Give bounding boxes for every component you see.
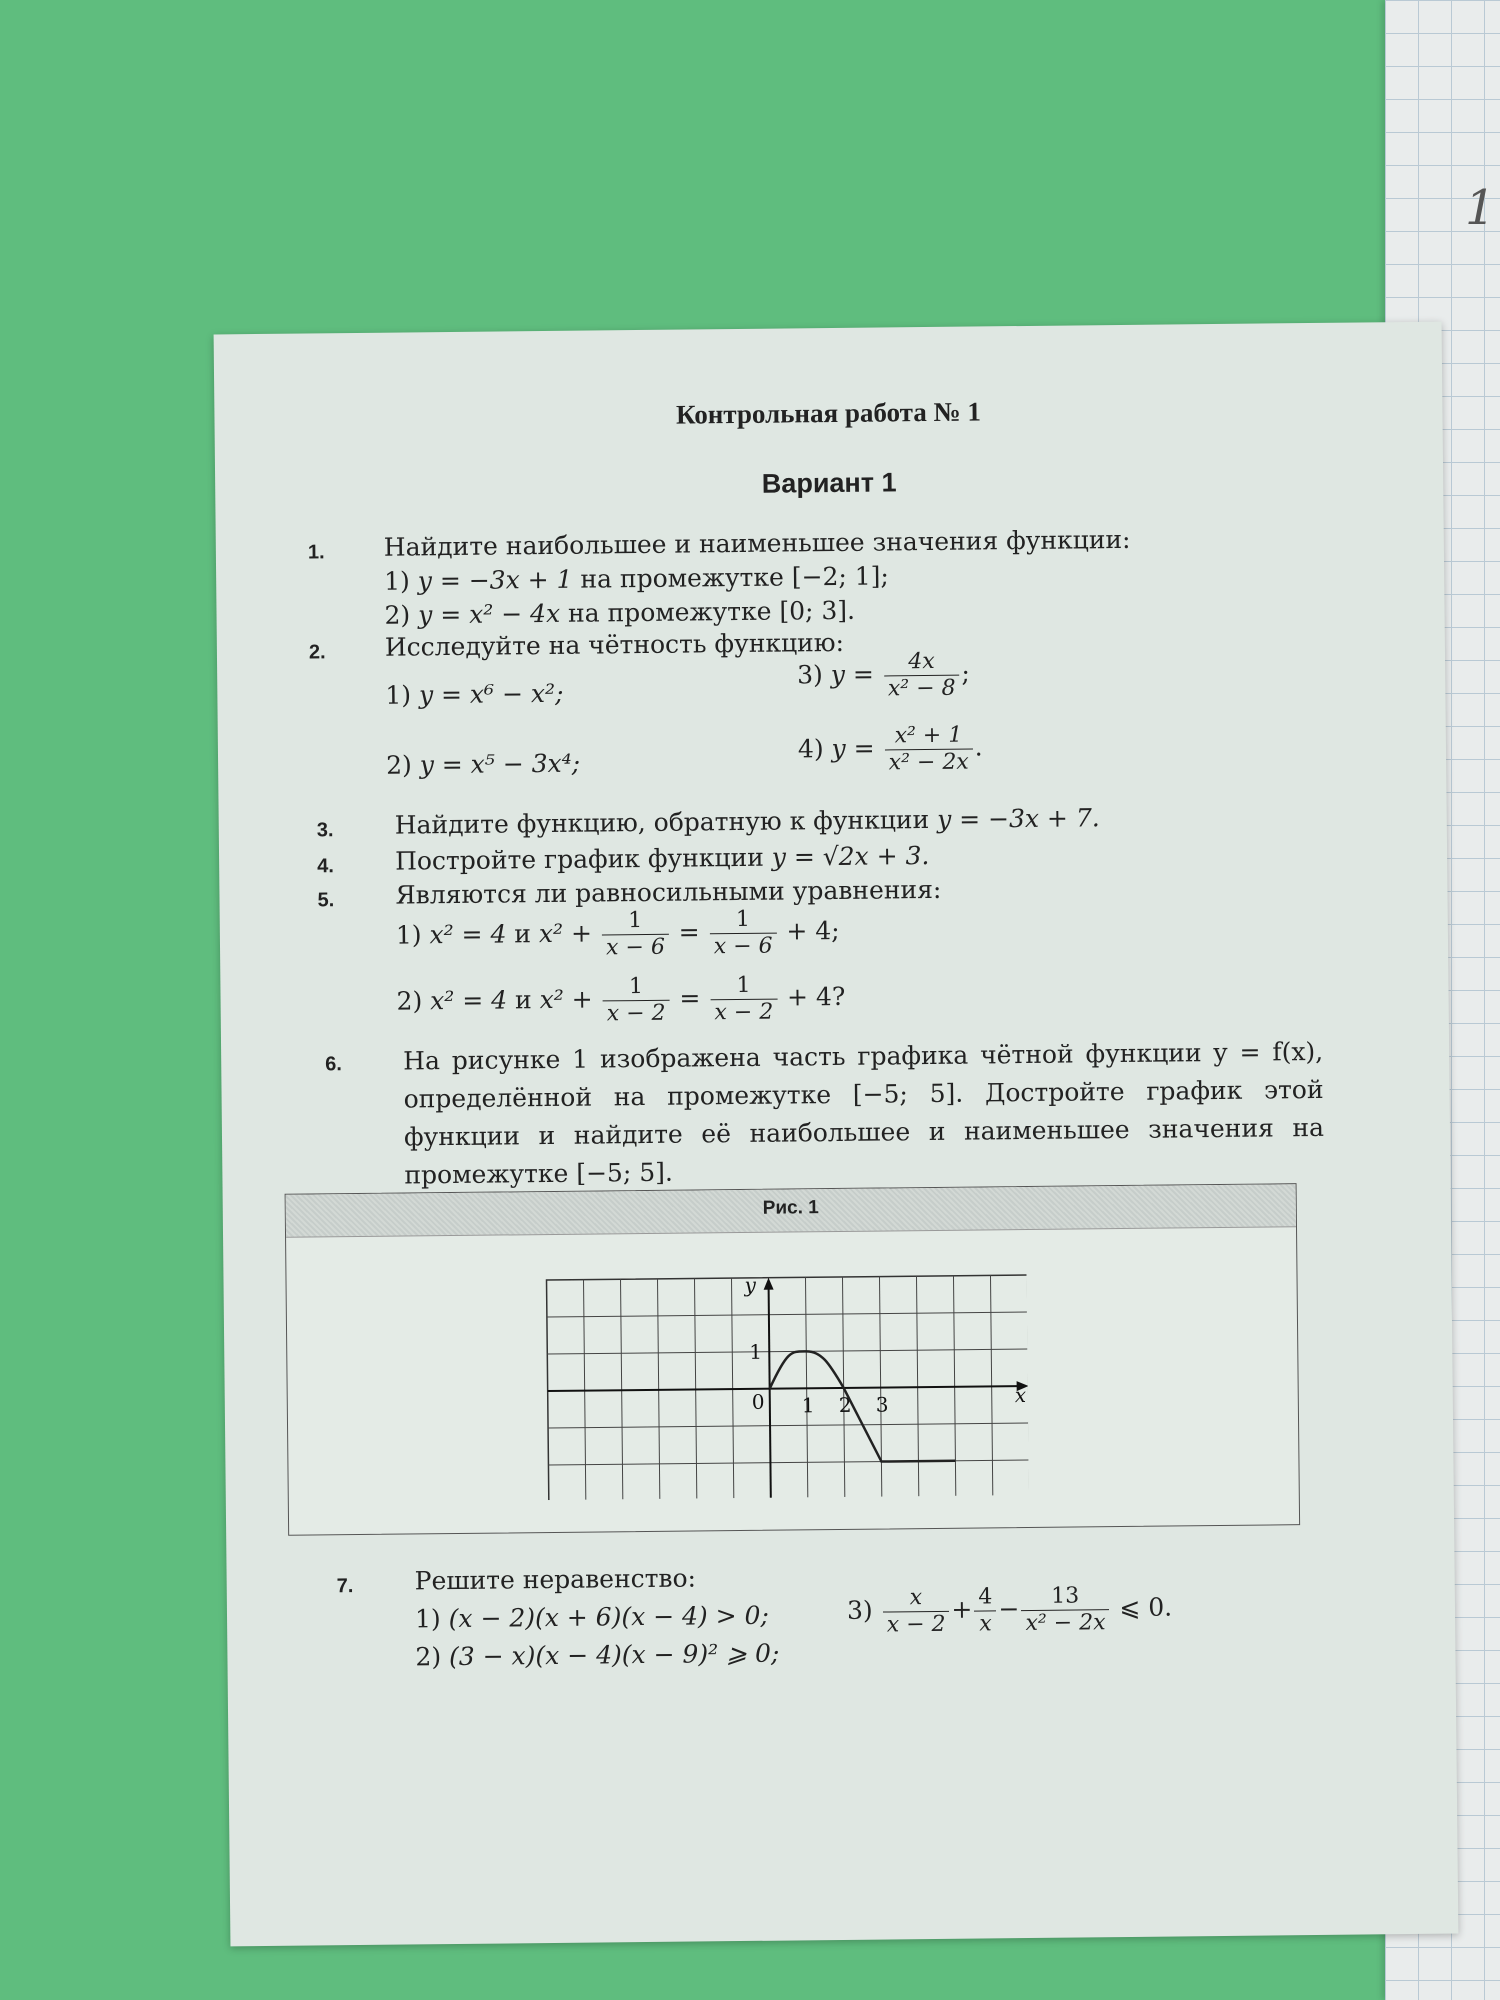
x-tick-label: 3 [875,1392,889,1417]
item-expression: y = x⁶ − x²; [418,678,564,710]
item-end: ; [961,658,971,688]
denominator: x − 6 [713,933,773,960]
fraction [884,723,973,777]
equals: = [679,983,701,1013]
equation-b: x² + [539,984,593,1015]
item-label: 1) [414,1604,441,1634]
item-lhs: y = [830,659,874,690]
item-end: + 4? [786,981,846,1012]
pencil-mark: 1 [1465,180,1496,236]
task-7-item-3 [847,1583,1173,1639]
fraction [602,974,669,1028]
item-end: + 4; [786,915,840,946]
grid-line [548,1460,1028,1465]
doc-title: Контрольная работа № 1 [675,396,982,430]
task-4-number: 4. [317,855,334,878]
task-2-text: Исследуйте на чётность функцию: [384,627,845,662]
numerator: 1 [602,908,669,936]
fraction [602,908,669,962]
function-graph [536,1265,1028,1500]
task-3-number: 3. [316,819,334,842]
item-range: на промежутке [−2; 1]; [580,561,889,594]
grid-line [548,1423,1029,1428]
fraction [1021,1583,1110,1637]
fraction [882,1585,949,1639]
task-2-number: 2. [308,641,326,664]
task-3-text: Найдите функцию, обратную к функции [394,805,930,840]
numerator: x [882,1585,949,1613]
task-2-item-1 [385,679,563,710]
item-expression: (x − 2)(x + 6)(x − 4) > 0; [448,1600,770,1634]
task-4-text: Постройте график функции [394,842,764,876]
numerator: 13 [1021,1583,1109,1611]
task-2-item-2 [386,749,580,780]
equation-b: x² + [538,918,593,949]
denominator: x² − 8 [887,675,956,702]
task-6-text: На рисунке 1 изображена часть графика чётной функции y = f(x), определённой на промежутке [−5; 5]. Достройте график этой функции и найдите её наибольшее и наименьшее значения на промежутке [−5; 5]. [403,1036,1325,1190]
figure-title: Рис. 1 [762,1197,819,1219]
numerator: 1 [710,973,777,1001]
item-label: 2) [384,600,411,630]
grid-line [547,1349,1028,1354]
item-end: ⩽ 0. [1119,1592,1173,1623]
denominator: x − 6 [605,934,666,961]
task-2-item-4 [798,722,983,777]
item-range: на промежутке [0; 3]. [567,595,856,628]
denominator: x [979,1611,992,1637]
item-label: 1) [384,566,411,596]
task-4-expression: y = √2x + 3. [771,841,930,872]
item-label: 1) [385,680,412,710]
x-axis [548,1386,1025,1391]
fraction [974,1584,997,1637]
fraction [884,649,960,703]
grid-line [547,1312,1028,1317]
item-label: 2) [385,750,412,780]
task-2-item-3 [797,649,970,704]
task-5-item-1 [396,906,840,964]
task-7-item-1 [415,1601,769,1634]
conjunction: и [514,919,532,949]
denominator: x − 2 [714,999,774,1026]
origin-label: 0 [751,1389,765,1414]
item-label: 3) [797,660,824,690]
function-curve [769,1350,955,1463]
task-3-expression: y = −3x + 7. [936,803,1100,834]
worksheet [214,322,1459,1947]
variant-heading: Вариант 1 [761,467,897,499]
denominator: x − 2 [886,1611,946,1638]
item-expression: y = −3x + 1 [417,564,573,596]
task-6-number: 6. [325,1053,343,1076]
equation-a: x² = 4 [429,919,507,950]
item-end: . [974,732,983,762]
numerator: 4x [884,649,960,677]
fraction [709,907,776,961]
task-7-item-2 [415,1639,779,1672]
y-axis-label: y [744,1272,757,1297]
task-1-number: 1. [307,541,325,564]
item-expression: y = x⁵ − 3x⁴; [419,748,581,780]
task-1-item-1 [384,561,889,595]
task-3-line [395,803,1100,839]
minus: − [998,1594,1020,1624]
item-label: 2) [415,1642,442,1672]
figure-1 [285,1183,1301,1536]
graph-labels [743,1270,1026,1418]
x-tick-label: 2 [838,1392,852,1417]
task-5-number: 5. [317,889,335,912]
item-lhs: y = [831,733,875,764]
item-label: 4) [797,734,824,764]
item-label: 2) [396,986,423,1016]
numerator: x² + 1 [884,723,972,751]
equals: = [678,917,700,947]
equation-a: x² = 4 [430,985,508,1016]
item-expression: y = x² − 4x [418,598,561,630]
task-5-text: Являются ли равносильными уравнения: [395,874,942,910]
plus: + [951,1594,973,1624]
denominator: x − 2 [606,1000,666,1027]
task-7-text: Решите неравенство: [414,1563,697,1596]
task-7-number: 7. [336,1575,354,1598]
y-tick-label: 1 [749,1339,763,1364]
graph-axes [547,1272,1029,1500]
task-5-item-2 [396,972,845,1030]
task-1-item-2 [384,596,855,630]
numerator: 1 [709,907,776,935]
fraction [710,973,777,1027]
task-4-line [395,841,930,876]
conjunction: и [514,985,532,1015]
x-axis-label: x [1014,1383,1027,1408]
y-axis-arrow [764,1278,774,1290]
item-label: 1) [395,920,422,950]
numerator: 1 [602,974,669,1002]
x-tick-label: 1 [801,1393,815,1418]
denominator: x² − 2x [1025,1610,1106,1637]
item-label: 3) [846,1595,873,1625]
numerator: 4 [974,1584,996,1611]
denominator: x² − 2x [888,749,969,776]
item-expression: (3 − x)(x − 4)(x − 9)² ⩾ 0; [448,1638,780,1672]
task-1-text: Найдите наибольшее и наименьшее значения функции: [383,524,1131,562]
